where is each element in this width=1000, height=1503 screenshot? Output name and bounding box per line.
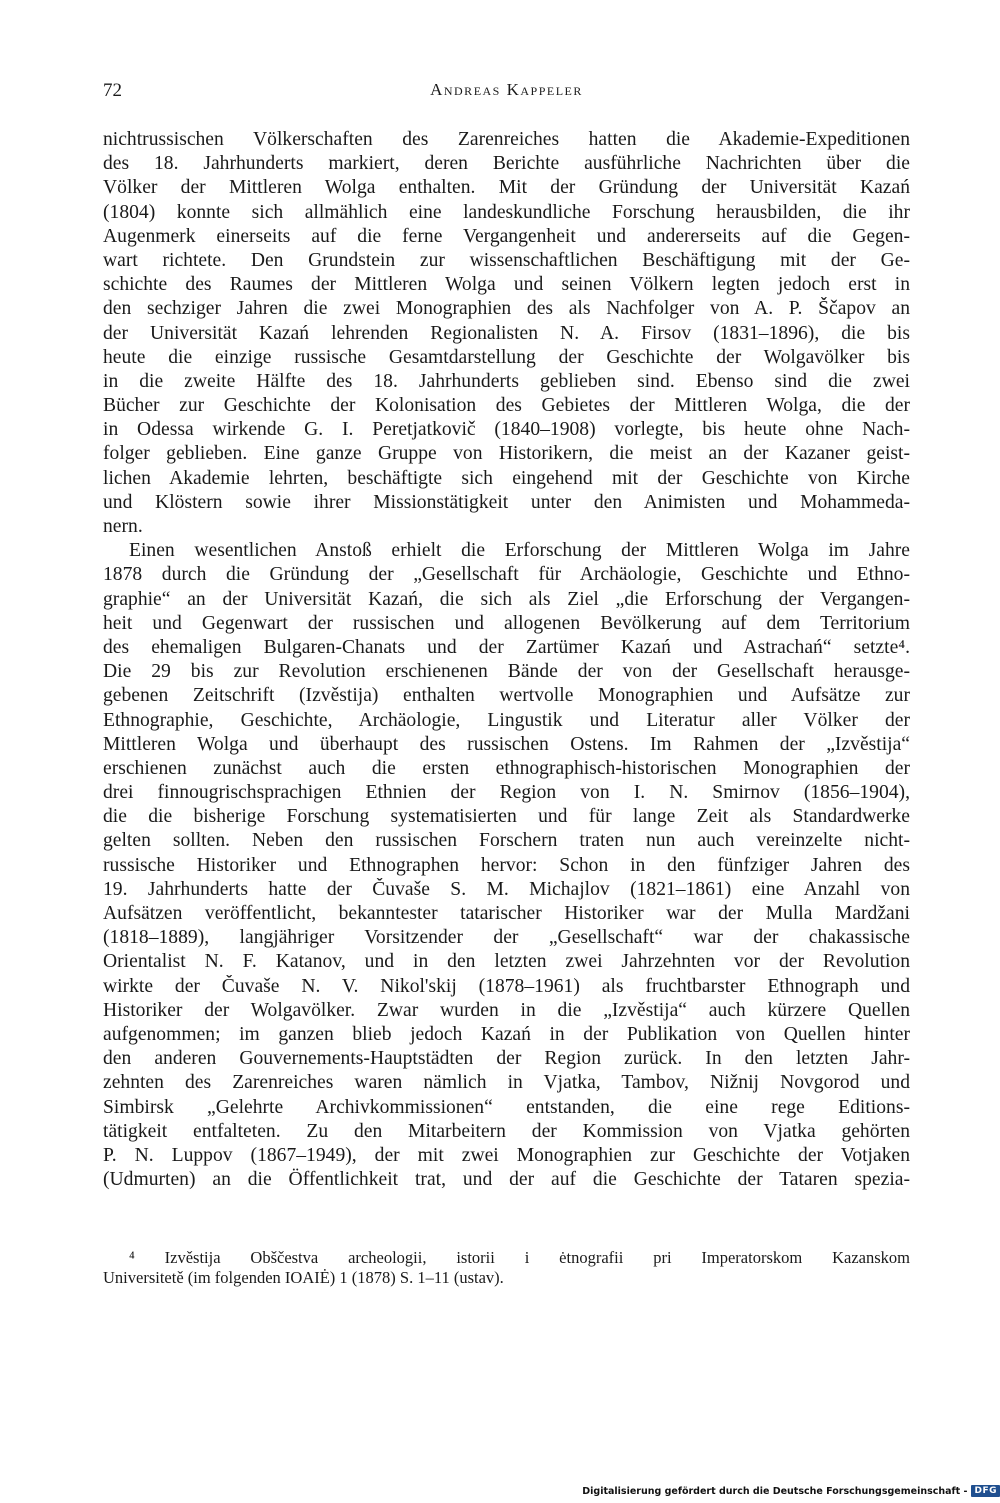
text-line: graphie“ an der Universität Kazań, die sich als Ziel „die Erforschung der Vergangen-	[103, 588, 910, 610]
text-line: gebenen Zeitschrift (Izvěstija) enthalten wertvolle Monographien und Aufsätze zur	[103, 685, 910, 707]
text-line: drei finnougrischsprachigen Ethnien der Region von I. N. Smirnov (1856–1904),	[103, 782, 910, 804]
text-line: Historiker der Wolgavölker. Zwar wurden in die „Izvěstija“ auch kürzere Quellen	[103, 999, 910, 1021]
text-line: Die 29 bis zur Revolution erschienenen Bände der von der Gesellschaft herausge-	[103, 661, 910, 683]
text-line: (1804) konnte sich allmählich eine landeskundliche Forschung herausbilden, die ihr	[103, 201, 910, 223]
dfg-logo: DFG	[971, 1485, 1000, 1497]
text-line: heit und Gegenwart der russischen und allogenen Bevölkerung auf dem Territorium	[103, 612, 910, 634]
text-line: Simbirsk „Gelehrte Archivkommissionen“ entstanden, die eine rege Editions-	[103, 1096, 910, 1118]
text-line: 1878 durch die Gründung der „Gesellschaft für Archäologie, Geschichte und Ethno-	[103, 564, 910, 586]
text-line: lichen Akademie lehrten, beschäftigte sich eingehend mit der Geschichte von Kirche	[103, 467, 910, 489]
text-line: russische Historiker und Ethnographen hervor: Schon in den fünfziger Jahren des	[103, 854, 910, 876]
text-line: Ethnographie, Geschichte, Archäologie, Lingustik und Literatur aller Völker der	[103, 709, 910, 731]
text-line: (Udmurten) an die Öffentlichkeit trat, und der auf die Geschichte der Tataren spezia-	[103, 1169, 910, 1191]
text-line: gelten sollten. Neben den russischen Forschern traten nun auch vereinzelte nicht-	[103, 830, 910, 852]
text-line: Orientalist N. F. Katanov, und in den letzten zwei Jahrzehnten vor der Revolution	[103, 951, 910, 973]
text-line: tätigkeit entfalteten. Zu den Mitarbeitern der Kommission von Vjatka gehörten	[103, 1120, 910, 1142]
text-line: Einen wesentlichen Anstoß erhielt die Erforschung der Mittleren Wolga im Jahre	[129, 540, 910, 562]
text-line: P. N. Luppov (1867–1949), der mit zwei Monographien zur Geschichte der Votjaken	[103, 1144, 910, 1166]
text-line: Aufsätzen veröffentlicht, bekanntester tatarischer Historiker war der Mulla Mardžani	[103, 903, 910, 924]
body-text	[103, 128, 910, 1192]
text-line: des 18. Jahrhunderts markiert, deren Berichte ausführliche Nachrichten über die	[103, 153, 910, 175]
text-line: nichtrussischen Völkerschaften des Zarenreiches hatten die Akademie-Expeditionen	[103, 129, 910, 150]
text-line: wart richtete. Den Grundstein zur wissenschaftlichen Beschäftigung mit der Ge-	[103, 249, 910, 271]
text-line: in Odessa wirkende G. I. Peretjatkovič (1840–1908) vorlegte, bis heute ohne Nach-	[103, 419, 910, 441]
text-line: Völker der Mittleren Wolga enthalten. Mit der Gründung der Universität Kazań	[103, 177, 910, 199]
text-line: zehnten des Zarenreiches waren nämlich in Vjatka, Tambov, Nižnij Novgorod und	[103, 1072, 910, 1094]
text-line: die die bisherige Forschung systematisierten und für lange Zeit als Standardwerke	[103, 806, 910, 828]
text-line: Mittleren Wolga und überhaupt des russischen Ostens. Im Rahmen der „Izvěstija“	[103, 733, 910, 755]
page-header	[103, 80, 910, 110]
text-line: folger geblieben. Eine ganze Gruppe von Historikern, die meist an der Kazaner geist-	[103, 443, 910, 465]
text-line: aufgenommen; im ganzen blieb jedoch Kazań in der Publikation von Quellen hinter	[103, 1023, 910, 1045]
text-line: wirkte der Čuvaše N. V. Nikol'skij (1878–1961) als fruchtbarster Ethnograph und	[103, 975, 910, 997]
text-line: des ehemaligen Bulgaren-Chanats und der Zartümer Kazań und Astrachań“ setzte⁴.	[103, 636, 910, 658]
text-line: schichte des Raumes der Mittleren Wolga und seinen Völkern legten jedoch erst in	[103, 274, 910, 296]
text-line: und Klöstern sowie ihrer Missionstätigkeit unter den Animisten und Mohammeda-	[103, 491, 910, 513]
text-line: heute die einzige russische Gesamtdarstellung der Geschichte der Wolgavölker bis	[103, 346, 910, 368]
text-line: erschienen zunächst auch die ersten ethnographisch-historischen Monographien der	[103, 757, 910, 779]
text-line: den anderen Gouvernements-Hauptstädten der Region zurück. In den letzten Jahr-	[103, 1048, 910, 1070]
footnote-line: ⁴ Izvěstija Obščestva archeologii, istorii i ėtnografii pri Imperatorskom Kazanskom	[129, 1248, 910, 1267]
text-line: nern.	[103, 516, 143, 537]
credit-text: Digitalisierung gefördert durch die Deutsche Forschungsgemeinschaft -	[582, 1485, 968, 1497]
footnotes	[103, 1248, 910, 1288]
text-line: in die zweite Hälfte des 18. Jahrhunderts geblieben sind. Ebenso sind die zwei	[103, 370, 910, 392]
page-number: 72	[103, 80, 122, 101]
text-line: Augenmerk einerseits auf die ferne Vergangenheit und andererseits auf die Gegen-	[103, 225, 910, 247]
footnote-line: Universitetě (im folgenden IOAIĖ) 1 (1878) S. 1–11 (ustav).	[103, 1268, 504, 1287]
digitization-credit	[582, 1483, 1000, 1499]
text-line: (1818–1889), langjähriger Vorsitzender der „Gesellschaft“ war der chakassische	[103, 927, 910, 949]
text-line: 19. Jahrhunderts hatte der Čuvaše S. M. Michajlov (1821–1861) eine Anzahl von	[103, 878, 910, 900]
text-line: den sechziger Jahren die zwei Monographien des als Nachfolger von A. P. Ščapov an	[103, 298, 910, 320]
text-line: der Universität Kazań lehrenden Regionalisten N. A. Firsov (1831–1896), die bis	[103, 322, 910, 344]
text-line: Bücher zur Geschichte der Kolonisation des Gebietes der Mittleren Wolga, die der	[103, 395, 910, 417]
running-head: Andreas Kappeler	[430, 80, 583, 99]
